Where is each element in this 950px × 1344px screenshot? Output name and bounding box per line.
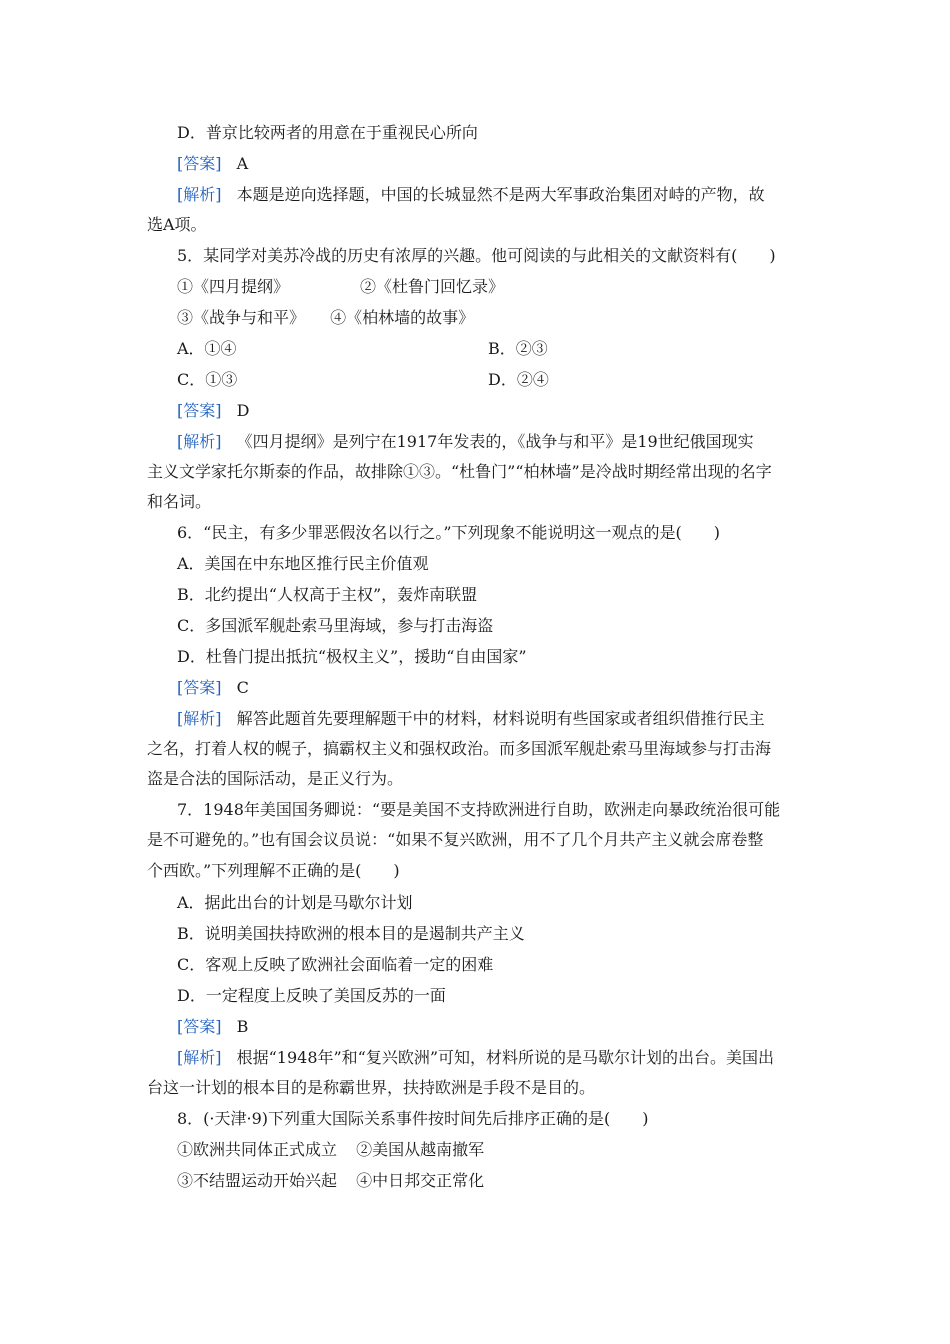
answer-tag: [答案] — [177, 678, 222, 697]
q6-option-b: B．北约提出“人权高于主权”，轰炸南联盟 — [177, 585, 478, 604]
answer-value: D — [236, 401, 250, 420]
q5-item-4: ④《柏林墙的故事》 — [330, 308, 475, 327]
answer-value: B — [236, 1017, 249, 1036]
q7-analysis — [177, 1048, 837, 1068]
q5-answer — [177, 401, 837, 421]
q4-answer — [177, 154, 837, 174]
answer-value: C — [236, 678, 249, 697]
q7-stem-line2: 是不可避免的。”也有国会议员说：“如果不复兴欧洲，用不了几个月共产主义就会席卷整 — [147, 830, 764, 849]
q5-option-c: C．①③ — [177, 370, 238, 389]
q4-option-d: D．普京比较两者的用意在于重视民心所向 — [177, 123, 478, 142]
q5-items-row2 — [177, 308, 837, 328]
analysis-tag: [解析] — [177, 1048, 222, 1067]
analysis-tag: [解析] — [177, 709, 222, 728]
answer-value: A — [236, 154, 249, 173]
answer-tag: [答案] — [177, 154, 222, 173]
q5-item-1: ①《四月提纲》 — [177, 277, 290, 296]
q8-item-2: ②美国从越南撤军 — [356, 1140, 485, 1159]
analysis-tag: [解析] — [177, 185, 222, 204]
q5-items-row1 — [177, 277, 837, 297]
analysis-tag: [解析] — [177, 432, 222, 451]
q6-analysis-line3: 盗是合法的国际活动，是正义行为。 — [147, 769, 404, 788]
q5-options-row1 — [177, 339, 837, 359]
q6-option-a: A．美国在中东地区推行民主价值观 — [177, 554, 429, 573]
analysis-text: 《四月提纲》是列宁在1917年发表的，《战争与和平》是19世纪俄国现实 — [236, 432, 754, 451]
q5-option-a: A．①④ — [177, 339, 237, 358]
q7-option-c: C．客观上反映了欧洲社会面临着一定的困难 — [177, 955, 494, 974]
answer-tag: [答案] — [177, 1017, 222, 1036]
q7-option-b: B．说明美国扶持欧洲的根本目的是遏制共产主义 — [177, 924, 525, 943]
analysis-text: 解答此题首先要理解题干中的材料，材料说明有些国家或者组织借推行民主 — [236, 709, 765, 728]
q8-items-row1 — [177, 1140, 837, 1160]
q5-stem: 5．某同学对美苏冷战的历史有浓厚的兴趣。他可阅读的与此相关的文献资料有( ) — [177, 246, 776, 265]
q8-item-4: ④中日邦交正常化 — [356, 1171, 485, 1190]
q6-option-d: D．杜鲁门提出抵抗“极权主义”，援助“自由国家” — [177, 647, 527, 666]
q7-stem-line3: 个西欧。”下列理解不正确的是( ) — [147, 861, 400, 880]
q4-analysis-line2: 选A项。 — [147, 215, 207, 234]
q7-stem-line1: 7．1948年美国国务卿说：“要是美国不支持欧洲进行自助，欧洲走向暴政统治很可能 — [177, 800, 781, 819]
q7-option-d: D．一定程度上反映了美国反苏的一面 — [177, 986, 446, 1005]
q5-option-b: B．②③ — [488, 339, 548, 358]
analysis-text: 本题是逆向选择题，中国的长城显然不是两大军事政治集团对峙的产物，故 — [236, 185, 765, 204]
q6-answer — [177, 678, 837, 698]
q5-option-d: D．②④ — [488, 370, 549, 389]
answer-tag: [答案] — [177, 401, 222, 420]
q8-item-3: ③不结盟运动开始兴起 — [177, 1171, 338, 1190]
q5-options-row2 — [177, 370, 837, 390]
q5-item-2: ②《杜鲁门回忆录》 — [360, 277, 505, 296]
analysis-text: 根据“1948年”和“复兴欧洲”可知，材料所说的是马歇尔计划的出台。美国出 — [236, 1048, 775, 1067]
q5-analysis — [177, 432, 837, 452]
q6-analysis-line2: 之名，打着人权的幌子，搞霸权主义和强权政治。而多国派军舰赴索马里海域参与打击海 — [147, 739, 772, 758]
q7-analysis-line2: 台这一计划的根本目的是称霸世界，扶持欧洲是手段不是目的。 — [147, 1078, 596, 1097]
q6-option-c: C．多国派军舰赴索马里海域，参与打击海盗 — [177, 616, 494, 635]
q5-analysis-line2: 主义文学家托尔斯泰的作品，故排除①③。“杜鲁门”“柏林墙”是冷战时期经常出现的名字 — [147, 462, 772, 481]
q6-analysis — [177, 709, 837, 729]
q8-stem: 8．(·天津·9)下列重大国际关系事件按时间先后排序正确的是( ) — [177, 1109, 649, 1128]
q8-item-1: ①欧洲共同体正式成立 — [177, 1140, 338, 1159]
q5-item-3: ③《战争与和平》 — [177, 308, 306, 327]
q5-analysis-line3: 和名词。 — [147, 492, 212, 511]
q4-analysis — [177, 185, 837, 205]
q6-stem: 6．“民主，有多少罪恶假汝名以行之。”下列现象不能说明这一观点的是( ) — [177, 523, 721, 542]
q7-option-a: A．据此出台的计划是马歇尔计划 — [177, 893, 413, 912]
q8-items-row2 — [177, 1171, 837, 1191]
q7-answer — [177, 1017, 837, 1037]
